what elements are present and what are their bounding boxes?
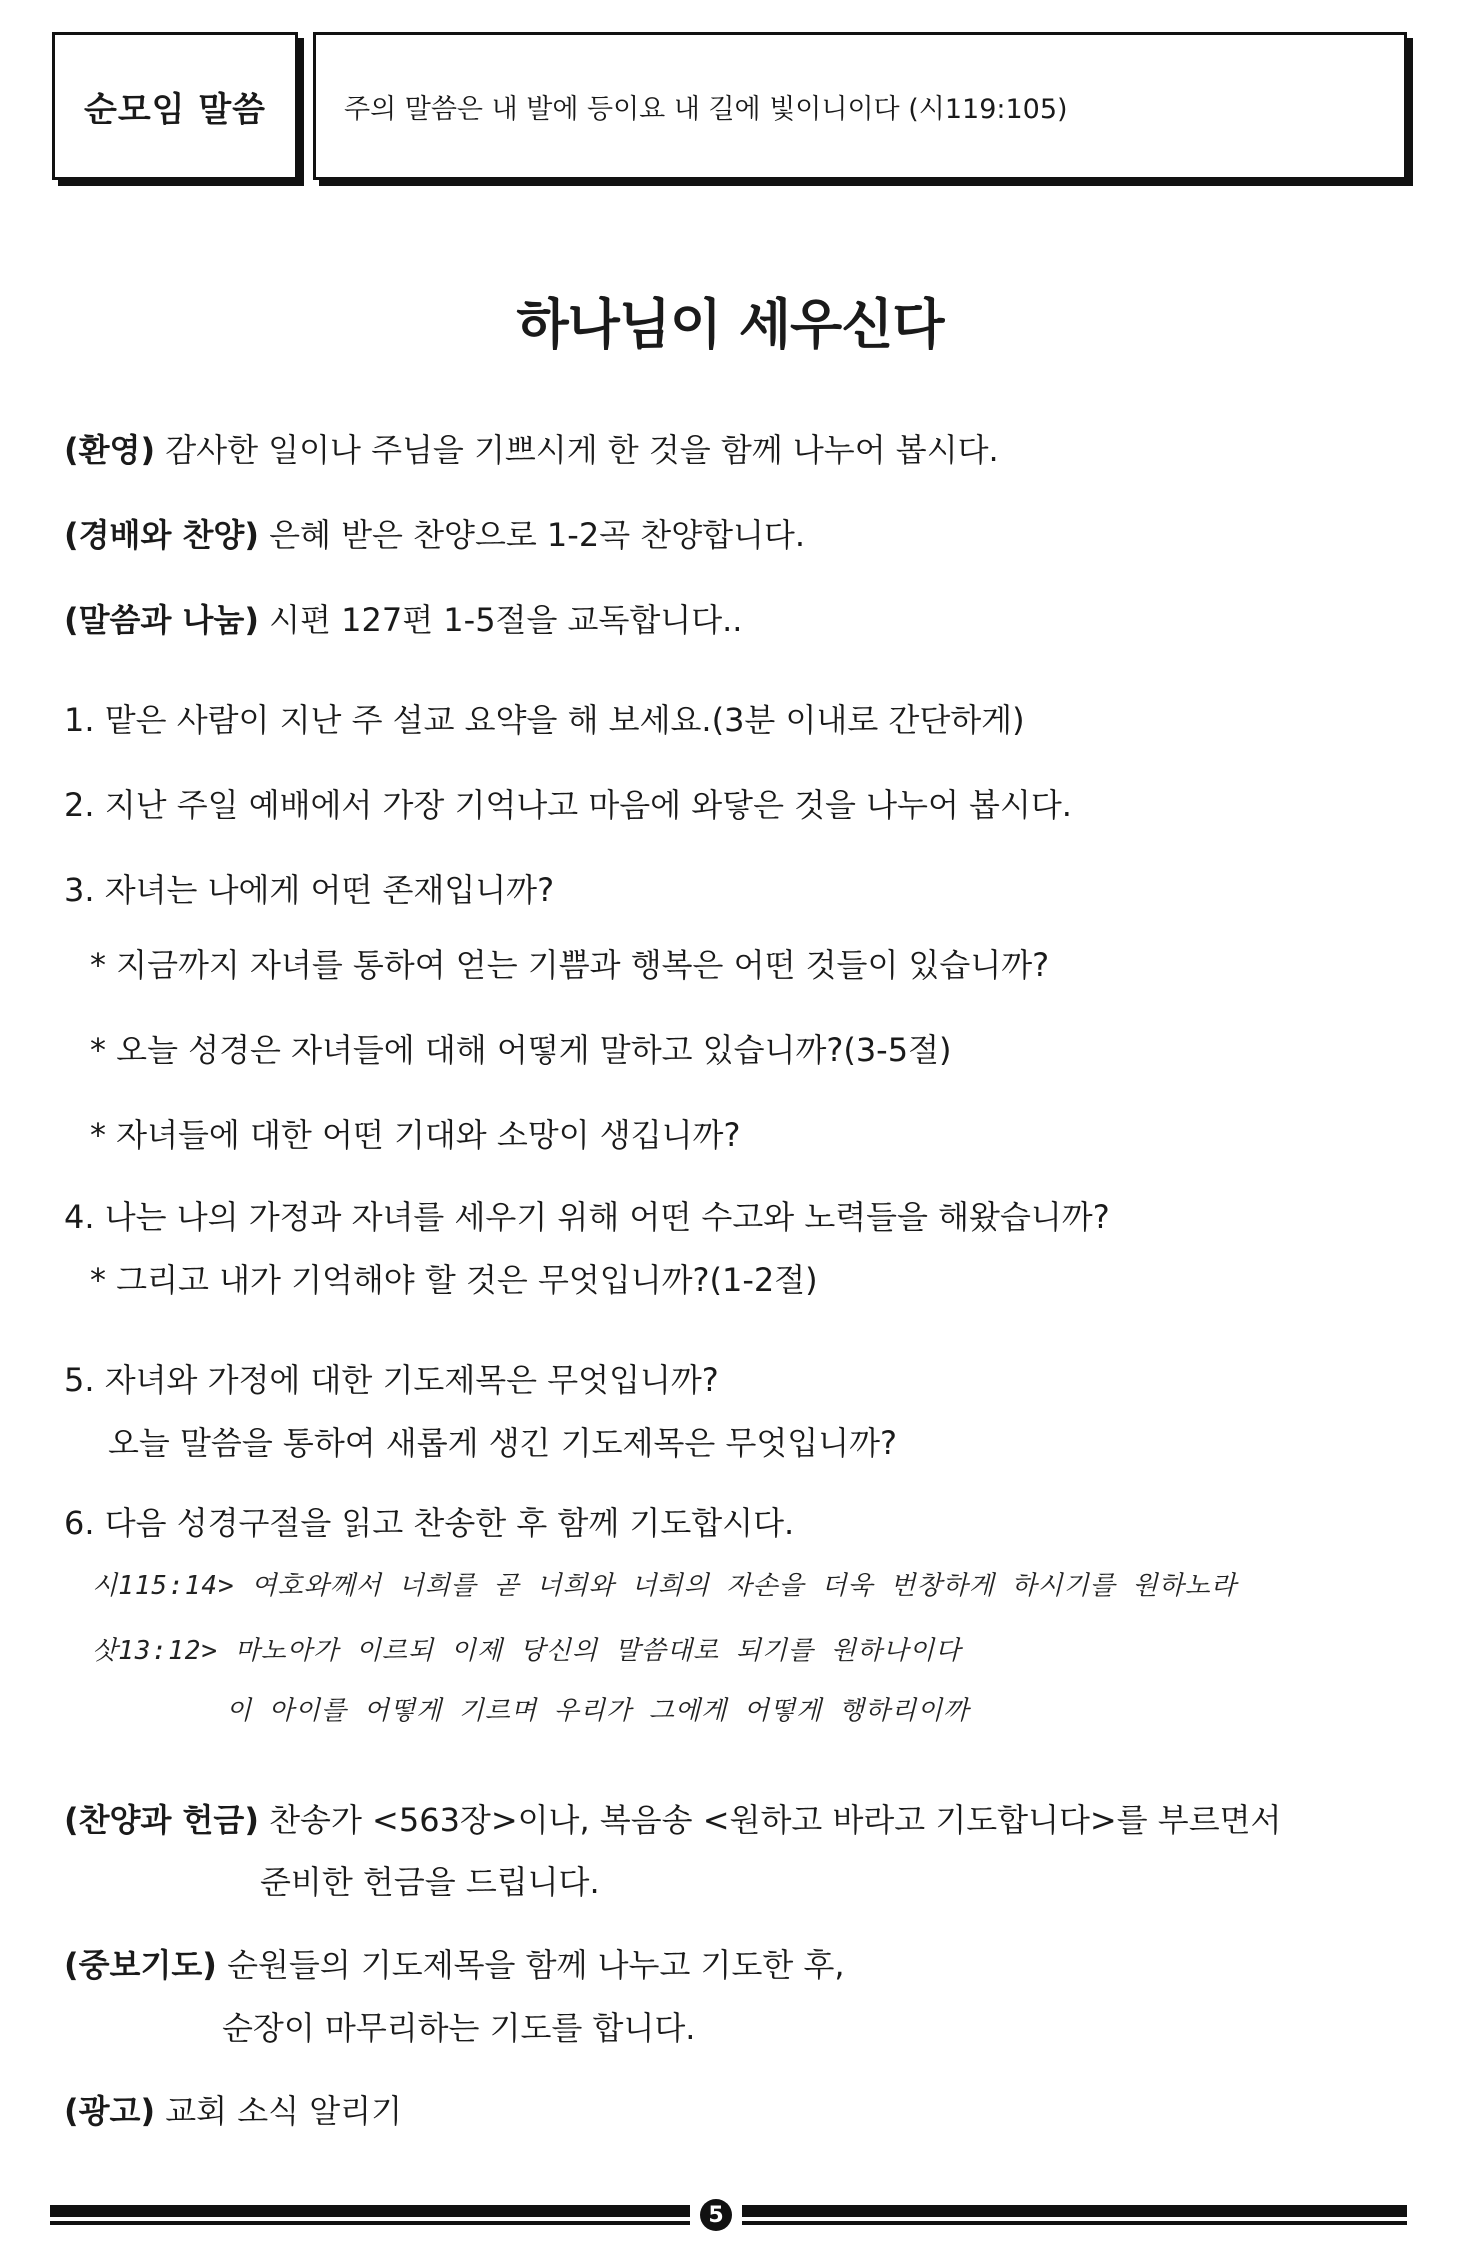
question-5-sub-1: 오늘 말씀을 통하여 새롭게 생긴 기도제목은 무엇입니까? xyxy=(108,1424,897,1462)
question-3-sub-3: * 자녀들에 대한 어떤 기대와 소망이 생깁니까? xyxy=(90,1116,741,1154)
page-number: 5 xyxy=(700,2199,732,2231)
word-label: (말씀과 나눔) xyxy=(64,601,259,639)
welcome-line xyxy=(64,425,999,471)
question-5: 5. 자녀와 가정에 대한 기도제목은 무엇입니까? xyxy=(64,1361,719,1399)
footer-rule-left xyxy=(50,2203,690,2229)
notice-label: (광고) xyxy=(64,2092,156,2130)
offering-label: (찬양과 헌금) xyxy=(64,1801,259,1839)
intercession-text-2: 순장이 마무리하는 기도를 합니다. xyxy=(222,2009,696,2047)
notice-line xyxy=(64,2086,402,2132)
notice-text: 교회 소식 알리기 xyxy=(155,2092,402,2130)
question-2: 2. 지난 주일 예배에서 가장 기억나고 마음에 와닿은 것을 나누어 봅시다. xyxy=(64,786,1072,824)
footer-rule-right xyxy=(742,2203,1407,2229)
header-label: 순모임 말씀 xyxy=(83,89,267,130)
verse-judges: 삿13:12> 마노아가 이르되 이제 당신의 말씀대로 되기를 원하나이다 xyxy=(92,1636,962,1666)
offering-text-2: 준비한 헌금을 드립니다. xyxy=(260,1863,600,1901)
worship-label: (경배와 찬양) xyxy=(64,516,259,554)
intercession-text: 순원들의 기도제목을 함께 나누고 기도한 후, xyxy=(216,1946,845,1984)
word-line xyxy=(64,595,742,641)
welcome-text: 감사한 일이나 주님을 기쁘시게 한 것을 함께 나누어 봅시다. xyxy=(155,431,999,469)
question-3: 3. 자녀는 나에게 어떤 존재입니까? xyxy=(64,871,555,909)
question-6: 6. 다음 성경구절을 읽고 찬송한 후 함께 기도합시다. xyxy=(64,1504,795,1542)
header-verse: 주의 말씀은 내 발에 등이요 내 길에 빛이니이다 (시119:105) xyxy=(344,93,1068,125)
offering-line xyxy=(64,1795,1281,1841)
header-label-box xyxy=(52,32,298,180)
question-4-sub-1: * 그리고 내가 기억해야 할 것은 무엇입니까?(1-2절) xyxy=(90,1261,818,1299)
intercession-label: (중보기도) xyxy=(64,1946,217,1984)
question-3-sub-1: * 지금까지 자녀를 통하여 얻는 기쁨과 행복은 어떤 것들이 있습니까? xyxy=(90,946,1050,984)
worship-line xyxy=(64,510,805,556)
question-3-sub-2: * 오늘 성경은 자녀들에 대해 어떻게 말하고 있습니까?(3-5절) xyxy=(90,1031,952,1069)
worship-text: 은혜 받은 찬양으로 1-2곡 찬양합니다. xyxy=(258,516,806,554)
header-verse-box xyxy=(313,32,1407,180)
question-4: 4. 나는 나의 가정과 자녀를 세우기 위해 어떤 수고와 노력들을 해왔습니까? xyxy=(64,1198,1110,1236)
welcome-label: (환영) xyxy=(64,431,156,469)
offering-text: 찬송가 <563장>이나, 복음송 <원하고 바라고 기도합니다>를 부르면서 xyxy=(258,1801,1282,1839)
verse-psalm: 시115:14> 여호와께서 너희를 곧 너희와 너희의 자손을 더욱 번창하게 하시기를 원하노라 xyxy=(92,1571,1237,1601)
intercession-line xyxy=(64,1940,845,1986)
page-title: 하나님이 세우신다 xyxy=(516,293,944,356)
verse-judges-cont: 이 아이를 어떻게 기르며 우리가 그에게 어떻게 행하리이까 xyxy=(226,1696,970,1726)
footer-rule xyxy=(50,2203,1407,2229)
word-text: 시편 127편 1-5절을 교독합니다.. xyxy=(258,601,743,639)
question-1: 1. 맡은 사람이 지난 주 설교 요약을 해 보세요.(3분 이내로 간단하게) xyxy=(64,701,1025,739)
